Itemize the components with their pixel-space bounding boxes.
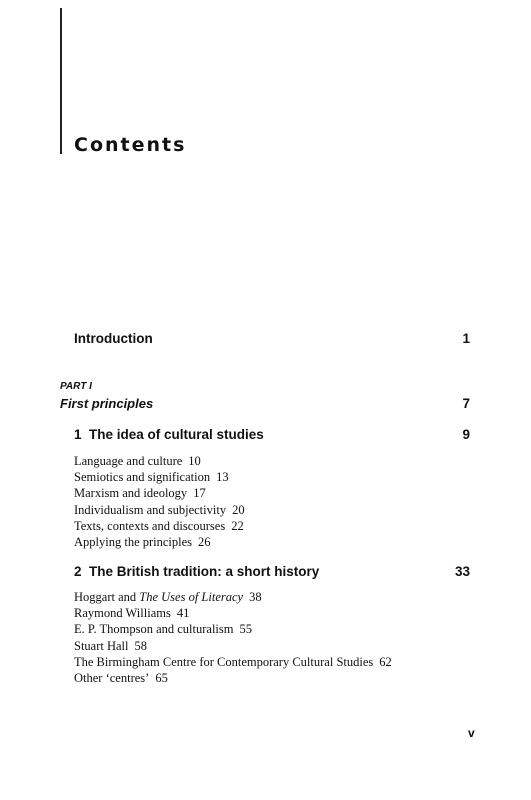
introduction-page: 1: [462, 331, 470, 346]
chapter-1-sections: [74, 453, 245, 550]
section-item[interactable]: Raymond Williams 41: [74, 606, 190, 621]
part-label: PART I: [60, 381, 92, 392]
page-number: v: [468, 726, 475, 740]
chapter-page: 9: [462, 427, 470, 442]
part-title: First principles: [60, 396, 154, 411]
chapter-title: The idea of cultural studies: [89, 427, 264, 442]
section-item[interactable]: Stuart Hall 58: [74, 638, 148, 653]
section-item[interactable]: Other ‘centres’ 65: [74, 671, 168, 686]
section-item[interactable]: Semiotics and signification 13: [74, 470, 229, 485]
vertical-rule: [60, 8, 62, 154]
section-item[interactable]: Language and culture 10: [74, 454, 201, 468]
page-title: Contents: [74, 134, 187, 156]
toc-entry-introduction[interactable]: [74, 331, 470, 346]
toc-entry-chapter-1[interactable]: [74, 427, 470, 442]
chapter-number: 2: [74, 564, 82, 579]
section-item[interactable]: Individualism and subjectivity 20: [74, 502, 245, 517]
toc-entry-chapter-2[interactable]: [74, 564, 470, 579]
section-item[interactable]: Hoggart and The Uses of Literacy 38: [74, 590, 262, 604]
chapter-page: 33: [454, 564, 470, 579]
chapter-2-sections: [74, 589, 392, 686]
section-item[interactable]: E. P. Thompson and culturalism 55: [74, 622, 252, 637]
section-item[interactable]: Applying the principles 26: [74, 535, 211, 550]
toc-entry-part-1[interactable]: [60, 396, 470, 411]
chapter-number: 1: [74, 427, 82, 442]
chapter-title: The British tradition: a short history: [89, 564, 320, 579]
section-item[interactable]: Marxism and ideology 17: [74, 486, 206, 501]
introduction-label: Introduction: [74, 331, 153, 346]
section-item[interactable]: Texts, contexts and discourses 22: [74, 518, 244, 533]
part-page: 7: [462, 396, 470, 411]
section-item[interactable]: The Birmingham Centre for Contemporary Cultural Studies 62: [74, 654, 392, 669]
